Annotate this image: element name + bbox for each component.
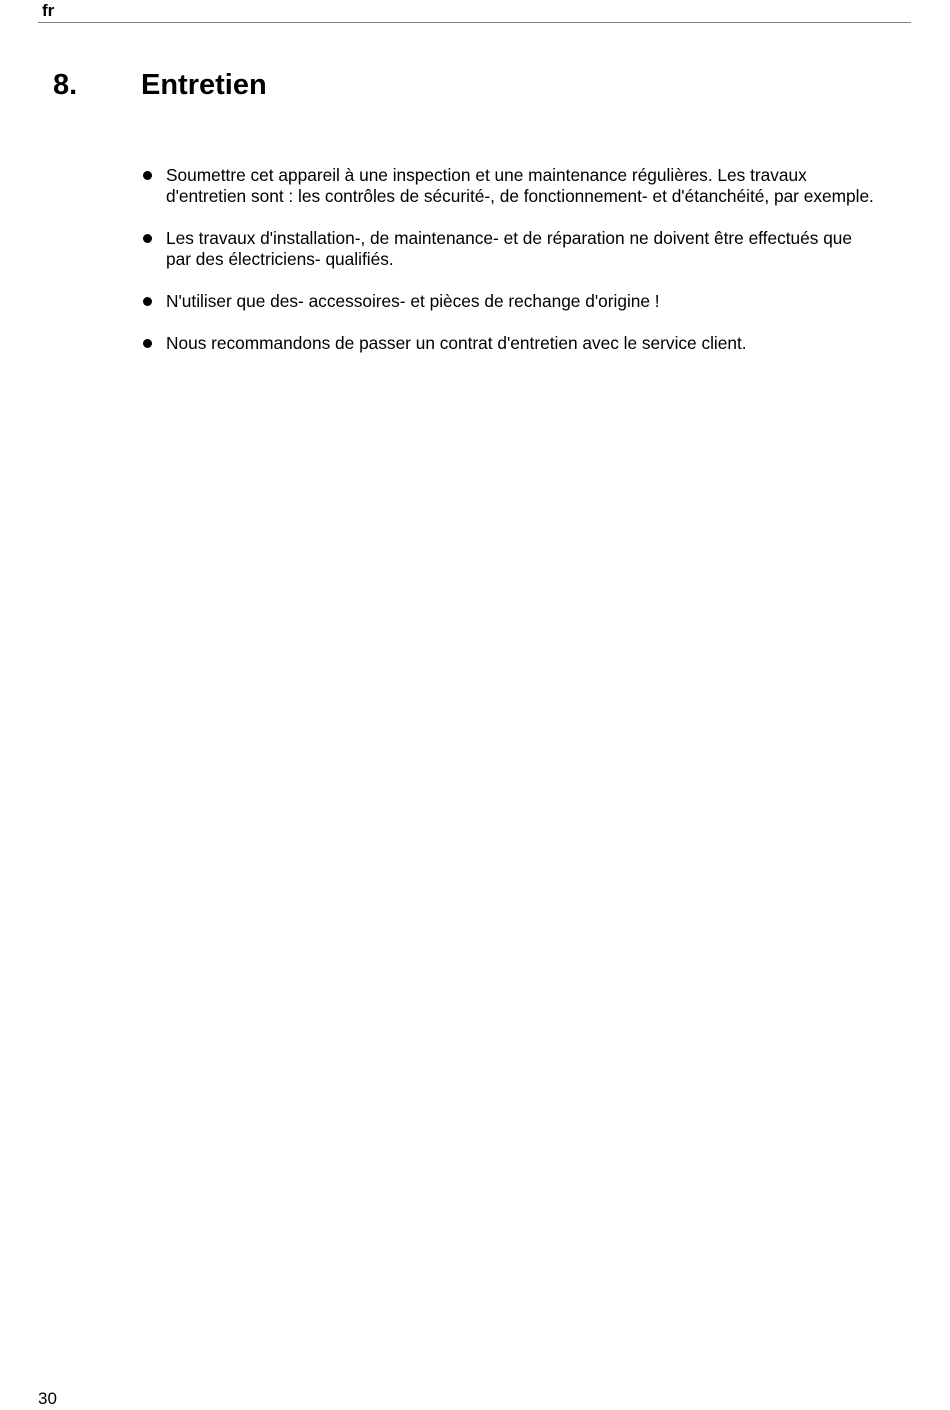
section-heading (53, 66, 267, 104)
maintenance-bullet-list (142, 165, 922, 375)
bullet-text-line: d'entretien sont : les contrôles de sécurité-, de fonctionnement- et d'étanchéité, par exemple. (166, 186, 874, 206)
list-item (142, 165, 922, 207)
section-number: 8. (53, 69, 78, 101)
bullet-text-line: Nous recommandons de passer un contrat d'entretien avec le service client. (166, 333, 747, 353)
language-label: fr (42, 1, 55, 20)
bullet-text-line: par des électriciens- qualifiés. (166, 249, 394, 269)
bullet-icon (143, 339, 152, 348)
list-item (142, 228, 922, 270)
list-item (142, 291, 922, 312)
bullet-icon (143, 171, 152, 180)
list-item (142, 333, 922, 354)
bullet-text-line: N'utiliser que des- accessoires- et pièces de rechange d'origine ! (166, 291, 660, 311)
bullet-icon (143, 297, 152, 306)
bullet-icon (143, 234, 152, 243)
section-title: Entretien (141, 69, 267, 101)
page-number: 30 (38, 1389, 57, 1408)
bullet-text-line: Les travaux d'installation-, de maintenance- et de réparation ne doivent être effectués que (166, 228, 853, 248)
header-divider (38, 22, 911, 23)
bullet-text-line: Soumettre cet appareil à une inspection et une maintenance régulières. Les travaux (166, 165, 807, 185)
